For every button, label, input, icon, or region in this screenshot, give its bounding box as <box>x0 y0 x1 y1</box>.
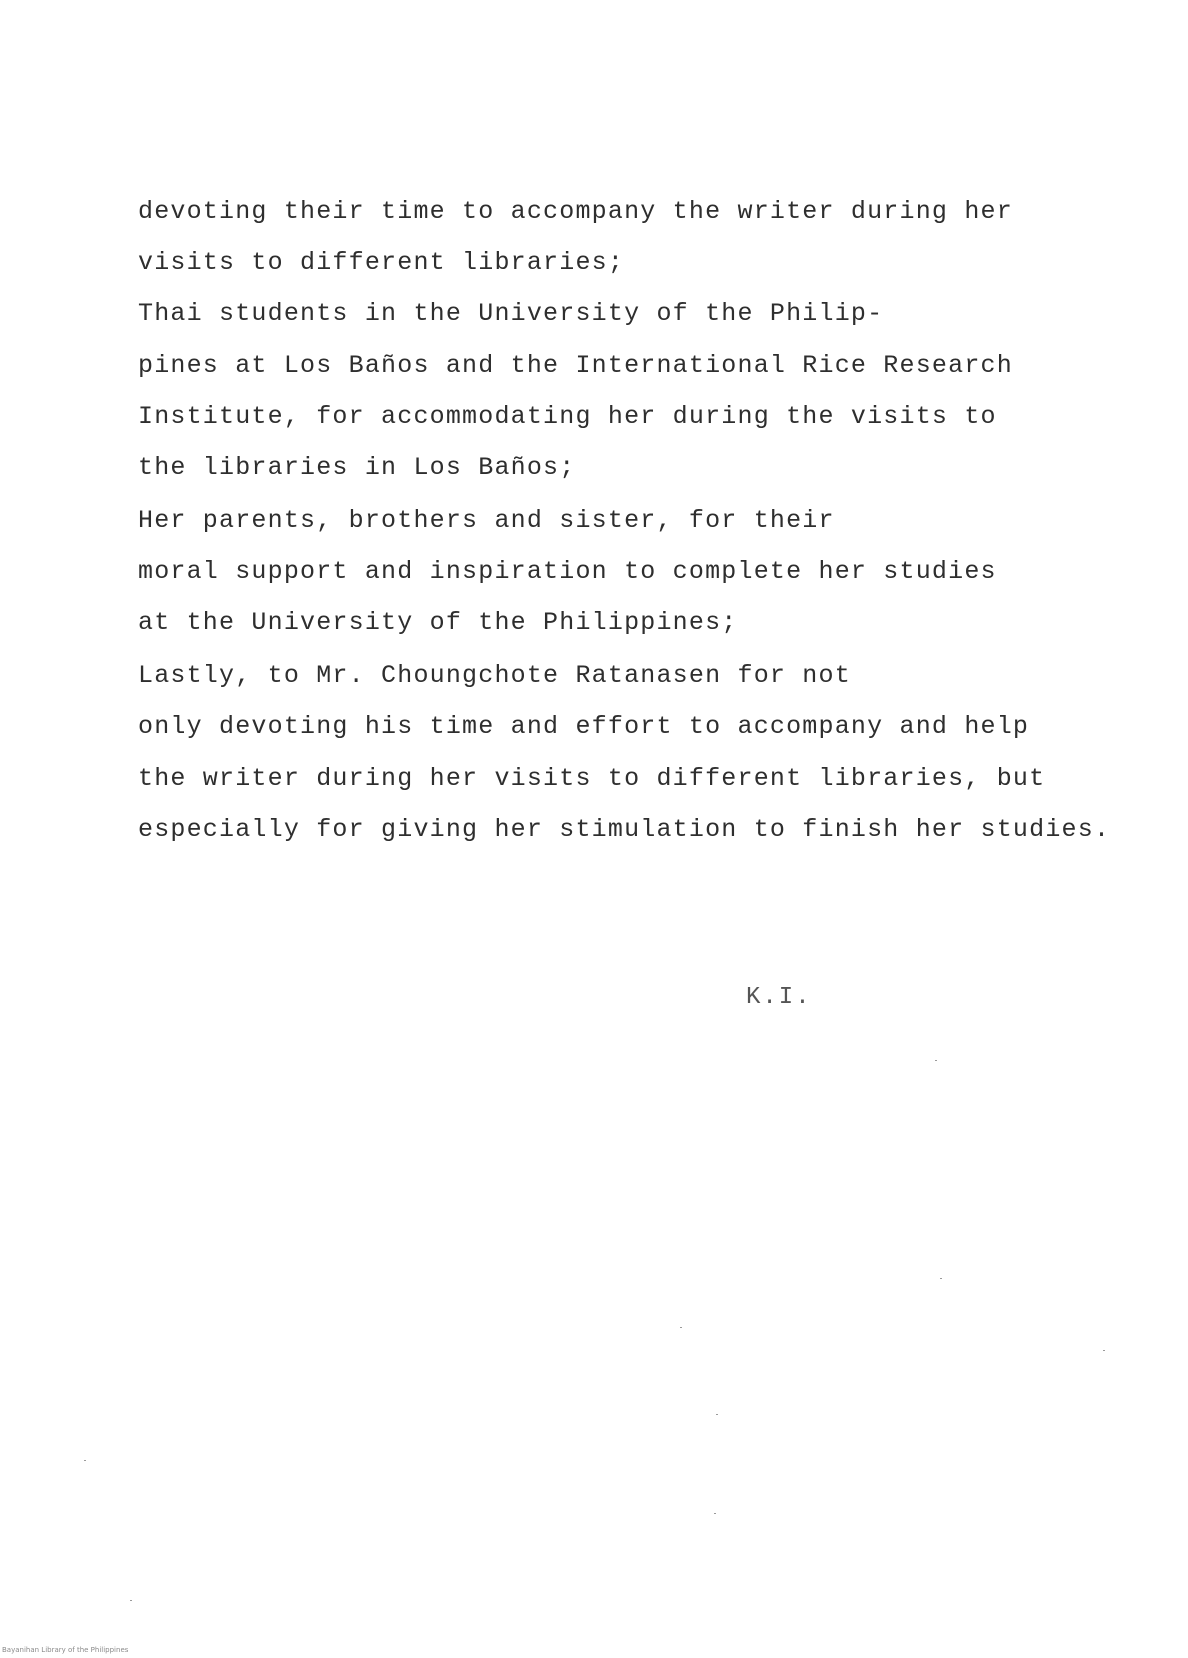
text-line: at the University of the Philippines; <box>138 608 738 637</box>
text-line: Her parents, brothers and sister, for their <box>138 506 835 535</box>
scan-speck <box>130 1600 132 1601</box>
scan-speck <box>716 1414 718 1415</box>
text-line: the writer during her visits to different libraries, but <box>138 764 1046 793</box>
text-line: especially for giving her stimulation to finish her studies. <box>138 815 1111 844</box>
text-line: the libraries in Los Baños; <box>138 453 576 482</box>
scan-speck <box>714 1513 716 1514</box>
text-line: visits to different libraries; <box>138 248 625 277</box>
text-line: pines at Los Baños and the International Rice Research <box>138 351 1013 380</box>
text-line: only devoting his time and effort to accompany and help <box>138 712 1030 741</box>
signature-initials: K.I. <box>746 984 812 1011</box>
scan-speck <box>680 1327 682 1328</box>
scan-speck <box>1103 1350 1105 1351</box>
text-line: Institute, for accommodating her during the visits to <box>138 402 997 431</box>
scan-speck <box>84 1460 86 1461</box>
text-line: Lastly, to Mr. Choungchote Ratanasen for not <box>138 661 851 690</box>
scan-speck <box>935 1060 937 1061</box>
text-line: Thai students in the University of the Philip- <box>138 299 884 328</box>
scan-footer: Bayanihan Library of the Philippines <box>2 1646 129 1654</box>
text-line: moral support and inspiration to complete her studies <box>138 557 997 586</box>
scan-speck <box>940 1278 942 1279</box>
text-line: devoting their time to accompany the writer during her <box>138 197 1013 226</box>
